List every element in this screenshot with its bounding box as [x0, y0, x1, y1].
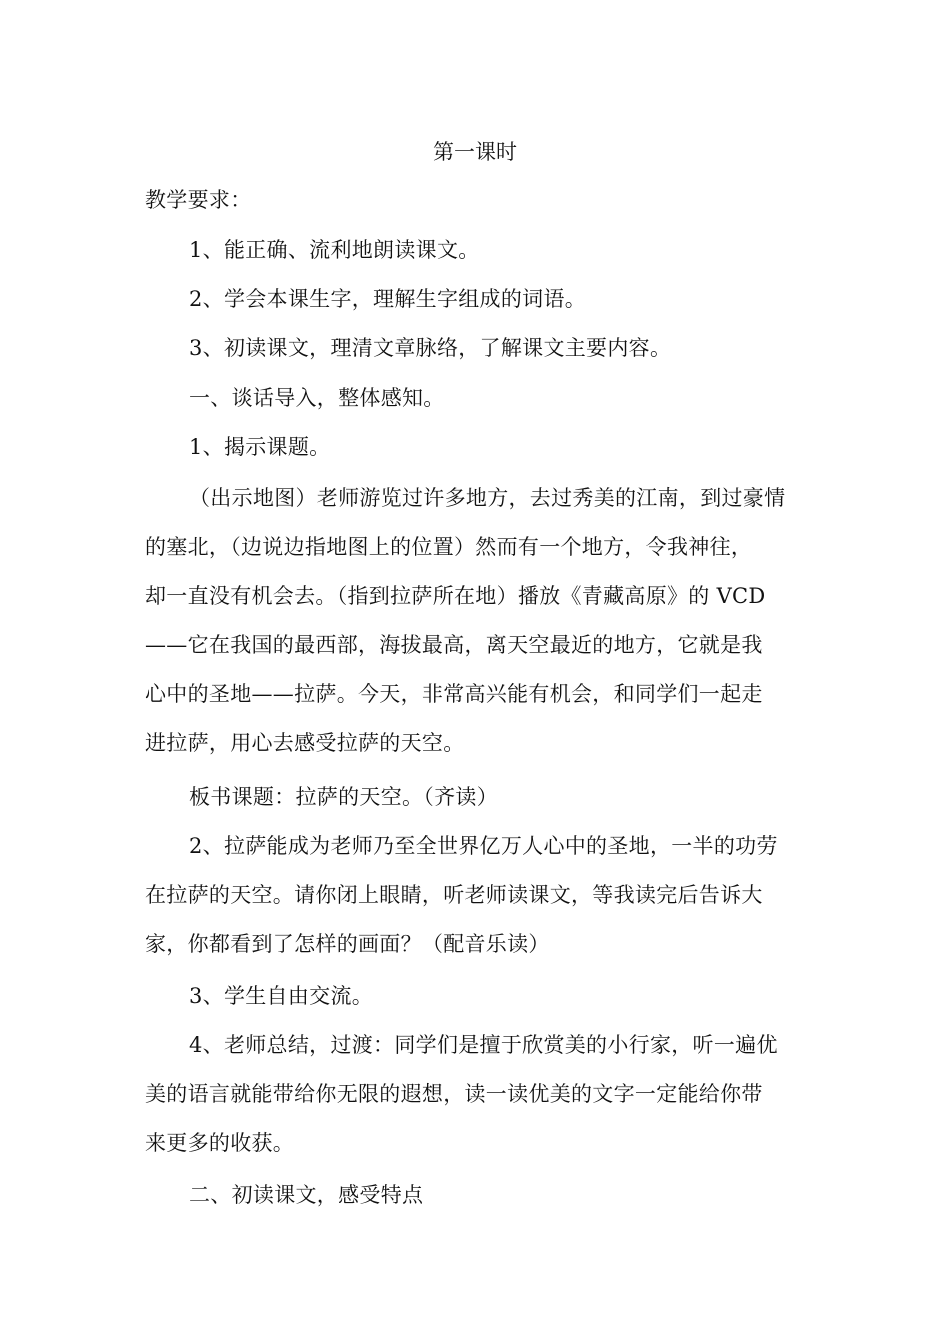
section-heading-1: 一、谈话导入，整体感知。 [189, 386, 445, 410]
lesson-title: 第一课时 [433, 140, 517, 164]
requirement-item-1: 1、能正确、流利地朗读课文。 [189, 238, 480, 262]
step-4-line: 来更多的收获。 [145, 1131, 295, 1155]
requirements-heading: 教学要求： [145, 188, 252, 212]
requirement-item-2: 2、学会本课生字，理解生字组成的词语。 [189, 287, 587, 311]
intro-line: 心中的圣地——拉萨。今天，非常高兴能有机会，和同学们一起走 [145, 682, 763, 706]
step-4-paragraph [145, 1021, 805, 1168]
intro-line: 的塞北，（边说边指地图上的位置）然而有一个地方，令我神往， [145, 535, 753, 559]
step-2-line: 2、拉萨能成为老师乃至全世界亿万人心中的圣地，一半的功劳 [189, 834, 778, 858]
step-2-line: 在拉萨的天空。请你闭上眼睛，听老师读课文，等我读完后告诉大 [145, 883, 763, 907]
step-4-line: 美的语言就能带给你无限的遐想，读一读优美的文字一定能给你带 [145, 1082, 763, 1106]
section-heading-2: 二、初读课文，感受特点 [189, 1183, 424, 1207]
blackboard-title: 板书课题：拉萨的天空。（齐读） [189, 785, 498, 809]
intro-line: 进拉萨，用心去感受拉萨的天空。 [145, 731, 465, 755]
step-4-line: 4、老师总结，过渡：同学们是擅于欣赏美的小行家，听一遍优 [189, 1033, 778, 1057]
step-2-line: 家，你都看到了怎样的画面？（配音乐读） [145, 932, 550, 956]
step-1: 1、揭示课题。 [189, 435, 331, 459]
intro-line: （出示地图）老师游览过许多地方，去过秀美的江南，到过豪情 [189, 486, 786, 510]
intro-line: ——它在我国的最西部，海拔最高，离天空最近的地方，它就是我 [145, 633, 763, 657]
step-2-paragraph [145, 822, 805, 969]
step-3: 3、学生自由交流。 [189, 984, 374, 1008]
intro-line: 却一直没有机会去。（指到拉萨所在地）播放《青藏高原》的 VCD [145, 584, 766, 608]
intro-paragraph [145, 474, 805, 768]
requirement-item-3: 3、初读课文，理清文章脉络，了解课文主要内容。 [189, 336, 672, 360]
